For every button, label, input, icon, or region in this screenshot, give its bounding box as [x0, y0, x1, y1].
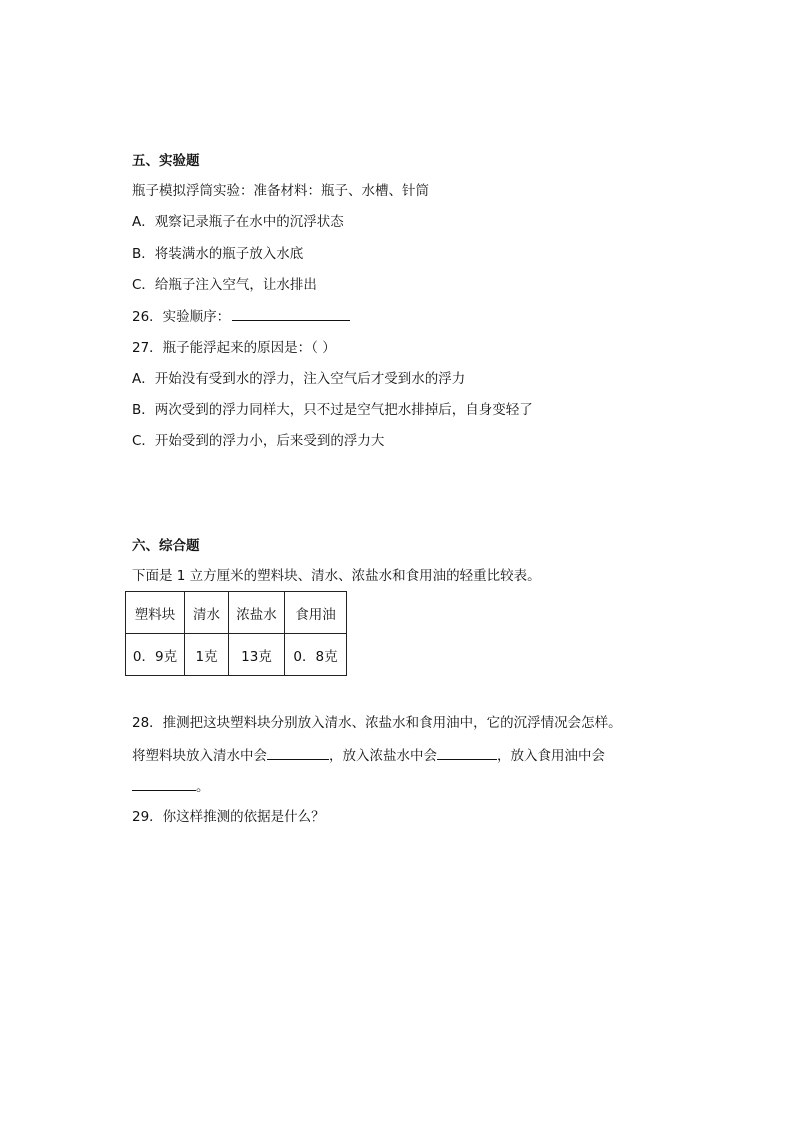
weight-comparison-table — [125, 591, 347, 676]
q28-text-c: ，放入食用油中会 — [497, 748, 605, 764]
question-27: 27．瓶子能浮起来的原因是：（ ） — [132, 340, 336, 356]
table-header-cell: 浓盐水 — [229, 592, 285, 634]
table-cell: 13克 — [229, 634, 285, 676]
question-27-option-c: C．开始受到的浮力小，后来受到的浮力大 — [132, 433, 385, 449]
table-row — [126, 634, 347, 676]
question-29: 29．你这样推测的依据是什么？ — [132, 809, 325, 825]
step-a: A．观察记录瓶子在水中的沉浮状态 — [132, 214, 344, 230]
question-27-option-a: A．开始没有受到水的浮力，注入空气后才受到水的浮力 — [132, 371, 466, 387]
step-c: C．给瓶子注入空气，让水排出 — [132, 277, 317, 293]
section5-intro: 瓶子模拟浮筒实验：准备材料：瓶子、水槽、针筒 — [132, 183, 429, 199]
q28-text-b: ，放入浓盐水中会 — [329, 748, 437, 764]
answer-blank-water[interactable] — [267, 745, 329, 760]
table-header-cell: 塑料块 — [126, 592, 185, 634]
q28-text-a: 将塑料块放入清水中会 — [132, 748, 267, 764]
q28-end-mark: 。 — [196, 779, 210, 795]
question-28: 28．推测把这块塑料块分别放入清水、浓盐水和食用油中，它的沉浮情况会怎样。 — [132, 715, 622, 731]
answer-blank-oil[interactable] — [132, 776, 196, 791]
question-26 — [132, 306, 350, 327]
section6-intro: 下面是 1 立方厘米的塑料块、清水、浓盐水和食用油的轻重比较表。 — [132, 568, 541, 584]
table-header-row — [126, 592, 347, 634]
question-28-fill-line-2 — [132, 776, 210, 797]
table-header-cell: 食用油 — [285, 592, 347, 634]
question-28-fill-line — [132, 745, 605, 766]
table-cell: 1克 — [185, 634, 229, 676]
step-b: B．将装满水的瓶子放入水底 — [132, 246, 304, 262]
section5-title: 五、实验题 — [132, 153, 200, 169]
table-cell: 0．8克 — [285, 634, 347, 676]
table-cell: 0．9克 — [126, 634, 185, 676]
answer-blank-salt-water[interactable] — [437, 745, 497, 760]
question-27-option-b: B．两次受到的浮力同样大，只不过是空气把水排掉后，自身变轻了 — [132, 402, 533, 418]
question-26-text: 26．实验顺序： — [132, 309, 231, 325]
answer-blank-26[interactable] — [232, 306, 350, 321]
table-header-cell: 清水 — [185, 592, 229, 634]
section6-title: 六、综合题 — [132, 538, 200, 554]
